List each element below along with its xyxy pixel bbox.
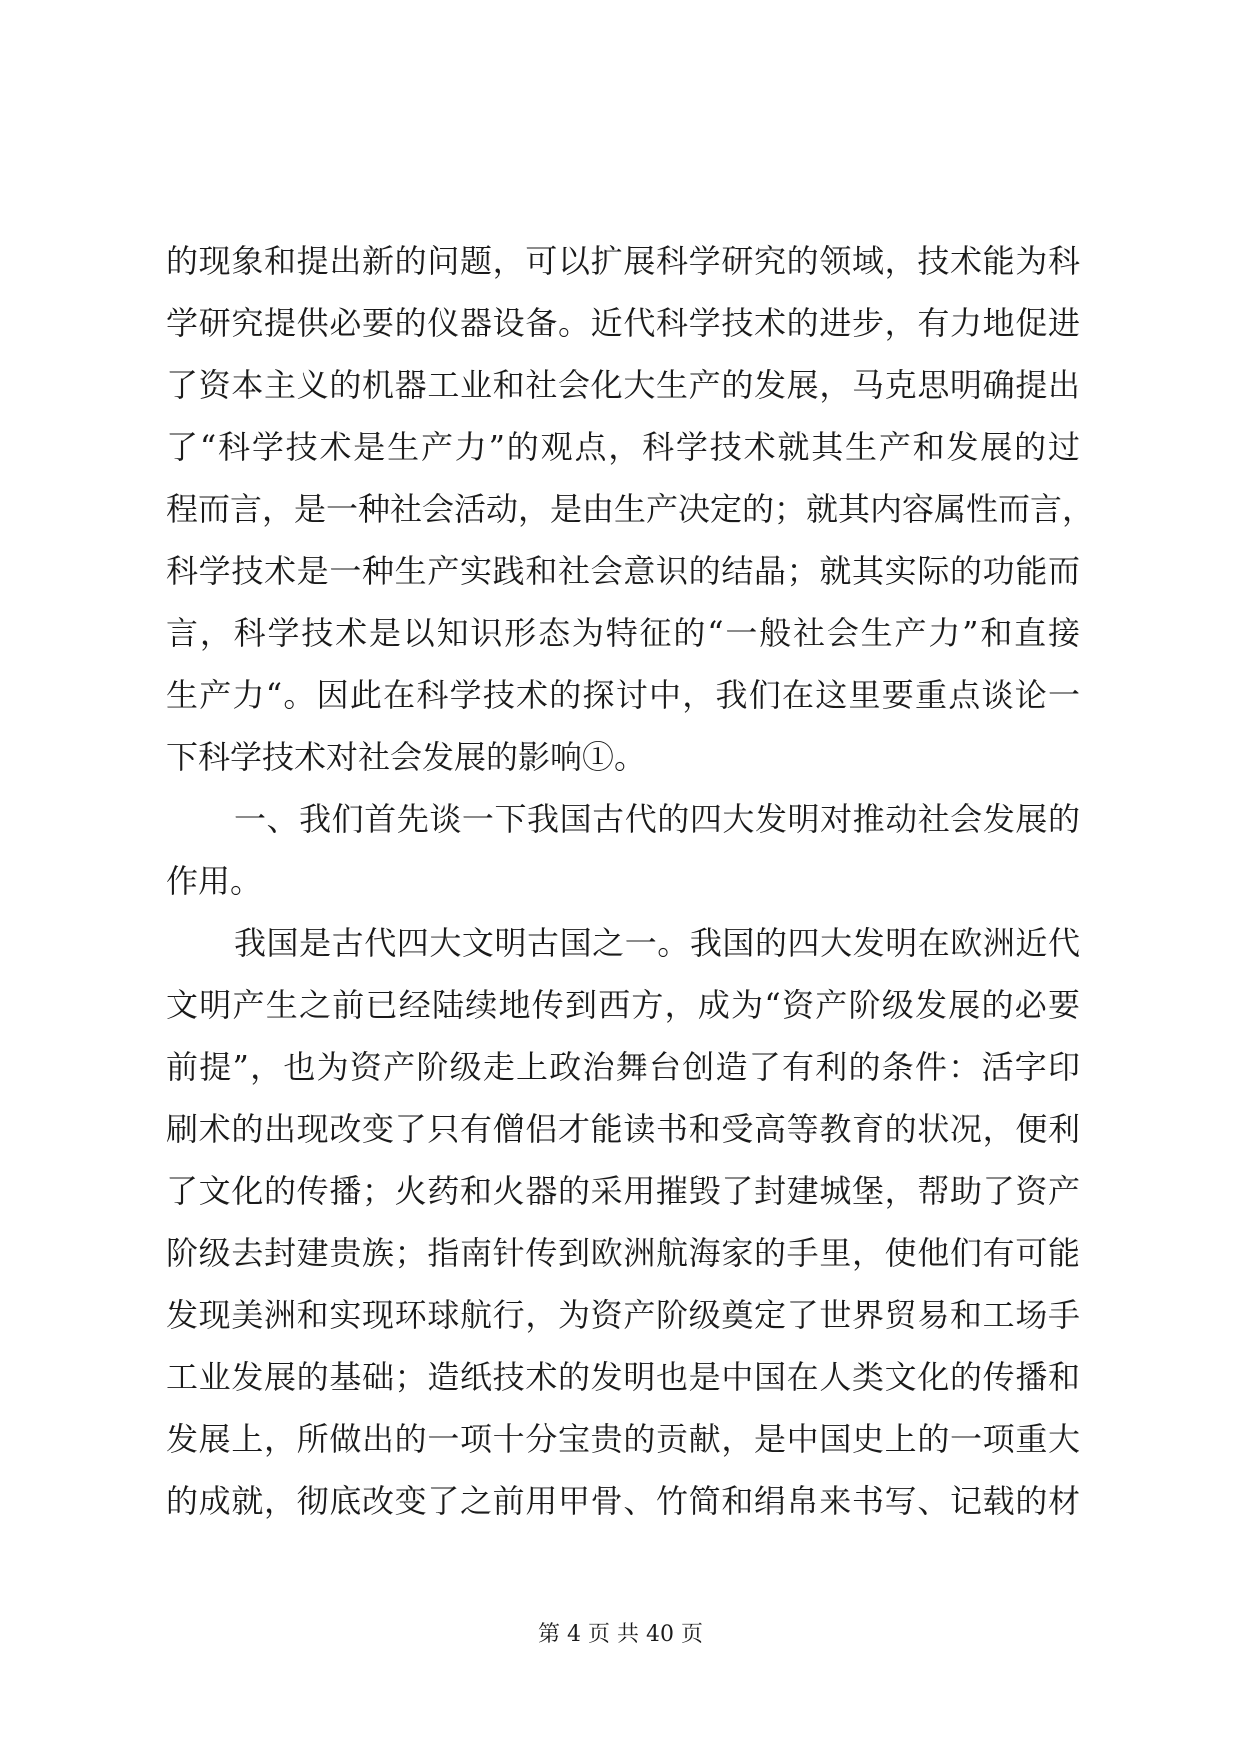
text-line: 刷术的出现改变了只有僧侣才能读书和受高等教育的状况，便利 xyxy=(166,1110,1080,1148)
page-number-footer: 第 4 页 共 40 页 xyxy=(538,1622,703,1647)
text-line: 生产力“。因此在科学技术的探讨中，我们在这里要重点谈论一 xyxy=(166,676,1080,714)
text-line: 前提”，也为资产阶级走上政治舞台创造了有利的条件：活字印 xyxy=(166,1048,1080,1086)
text-line: 下科学技术对社会发展的影响①。 xyxy=(166,738,647,776)
text-line: 言，科学技术是以知识形态为特征的“一般社会生产力”和直接 xyxy=(166,614,1080,652)
text-line: 学研究提供必要的仪器设备。近代科学技术的进步，有力地促进 xyxy=(166,304,1080,342)
text-line: 发展上，所做出的一项十分宝贵的贡献，是中国史上的一项重大 xyxy=(166,1420,1080,1458)
text-line: 了文化的传播；火药和火器的采用摧毁了封建城堡，帮助了资产 xyxy=(166,1172,1080,1210)
text-line: 程而言，是一种社会活动，是由生产决定的；就其内容属性而言， xyxy=(166,490,1095,528)
text-line: 文明产生之前已经陆续地传到西方，成为“资产阶级发展的必要 xyxy=(166,986,1080,1024)
text-line: 一、我们首先谈一下我国古代的四大发明对推动社会发展的 xyxy=(234,800,1080,838)
text-line: 阶级去封建贵族；指南针传到欧洲航海家的手里，使他们有可能 xyxy=(166,1234,1080,1272)
text-line: 发现美洲和实现环球航行，为资产阶级奠定了世界贸易和工场手 xyxy=(166,1296,1080,1334)
text-line: 了“科学技术是生产力”的观点，科学技术就其生产和发展的过 xyxy=(166,428,1080,466)
text-line: 了资本主义的机器工业和社会化大生产的发展，马克思明确提出 xyxy=(166,366,1080,404)
text-line: 的成就，彻底改变了之前用甲骨、竹简和绢帛来书写、记载的材 xyxy=(166,1482,1080,1520)
text-line: 作用。 xyxy=(166,862,263,900)
text-line: 我国是古代四大文明古国之一。我国的四大发明在欧洲近代 xyxy=(234,924,1080,962)
text-line: 的现象和提出新的问题，可以扩展科学研究的领域，技术能为科 xyxy=(166,242,1080,280)
body-text xyxy=(166,230,1095,1532)
text-line: 工业发展的基础；造纸技术的发明也是中国在人类文化的传播和 xyxy=(166,1358,1080,1396)
text-line: 科学技术是一种生产实践和社会意识的结晶；就其实际的功能而 xyxy=(166,552,1080,590)
